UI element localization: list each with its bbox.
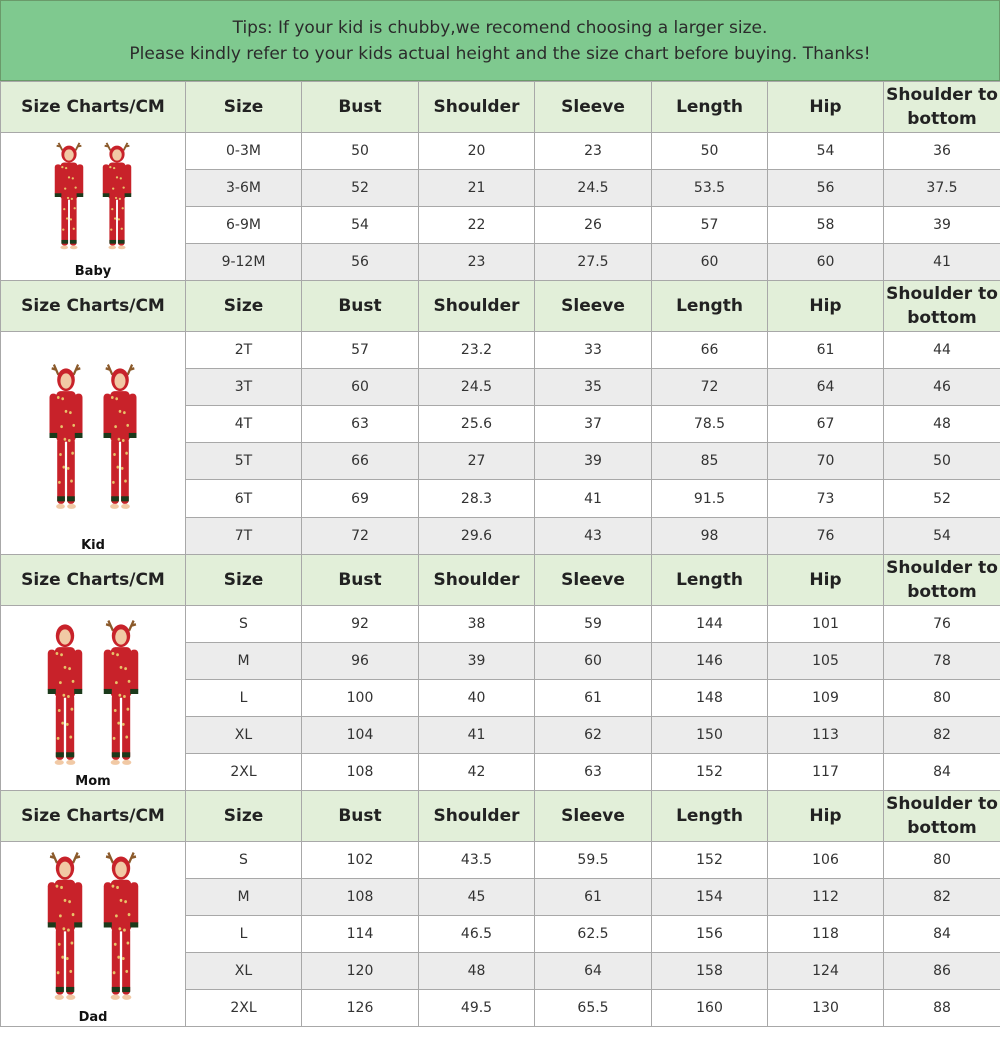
header-cell: Size xyxy=(186,791,302,842)
table-cell: 25.6 xyxy=(419,406,535,443)
table-cell: 43.5 xyxy=(419,842,535,879)
table-cell: 39 xyxy=(419,643,535,680)
table-cell: 53.5 xyxy=(652,170,768,207)
table-cell: 39 xyxy=(884,207,1000,244)
table-cell: 61 xyxy=(768,332,884,369)
table-cell: 84 xyxy=(884,916,1000,953)
table-cell: 69 xyxy=(302,480,419,518)
table-cell: 72 xyxy=(302,518,419,555)
table-cell: 106 xyxy=(768,842,884,879)
table-cell: 44 xyxy=(884,332,1000,369)
table-cell: 65.5 xyxy=(535,990,652,1027)
table-cell: 117 xyxy=(768,754,884,791)
table-cell: 104 xyxy=(302,717,419,754)
table-cell: 105 xyxy=(768,643,884,680)
tips-line-2: Please kindly refer to your kids actual height and the size chart before buying. Thanks! xyxy=(129,43,871,64)
table-cell: 20 xyxy=(419,133,535,170)
table-cell: 70 xyxy=(768,443,884,480)
header-cell: Size Charts/CM xyxy=(1,82,186,133)
product-image-dad xyxy=(1,842,186,1027)
table-cell: 48 xyxy=(884,406,1000,443)
header-cell: Bust xyxy=(302,791,419,842)
table-cell: 54 xyxy=(768,133,884,170)
table-cell: 60 xyxy=(535,643,652,680)
header-cell: Bust xyxy=(302,281,419,332)
table-cell: 85 xyxy=(652,443,768,480)
table-cell: 35 xyxy=(535,369,652,406)
table-cell: 76 xyxy=(884,606,1000,643)
table-cell: 2T xyxy=(186,332,302,369)
header-cell: Length xyxy=(652,555,768,606)
table-cell: 54 xyxy=(884,518,1000,555)
header-cell: Shoulder xyxy=(419,281,535,332)
table-cell: 100 xyxy=(302,680,419,717)
table-cell: 64 xyxy=(535,953,652,990)
table-cell: 126 xyxy=(302,990,419,1027)
table-cell: L xyxy=(186,916,302,953)
table-cell: 33 xyxy=(535,332,652,369)
section-label: Dad xyxy=(78,1010,108,1025)
table-cell: 160 xyxy=(652,990,768,1027)
product-image-baby xyxy=(1,133,186,281)
header-cell: Shoulder to bottom xyxy=(884,791,1000,842)
table-cell: 23 xyxy=(535,133,652,170)
table-cell: 60 xyxy=(768,244,884,281)
pajama-figure-icon xyxy=(98,362,142,514)
header-cell: Sleeve xyxy=(535,82,652,133)
table-cell: 113 xyxy=(768,717,884,754)
table-cell: 54 xyxy=(302,207,419,244)
header-cell: Shoulder to bottom xyxy=(884,82,1000,133)
table-cell: 91.5 xyxy=(652,480,768,518)
table-cell: 59 xyxy=(535,606,652,643)
header-cell: Length xyxy=(652,281,768,332)
header-row xyxy=(1,281,1000,332)
header-cell: Shoulder to bottom xyxy=(884,555,1000,606)
table-cell: 146 xyxy=(652,643,768,680)
header-cell: Length xyxy=(652,82,768,133)
table-cell: 42 xyxy=(419,754,535,791)
table-cell: 59.5 xyxy=(535,842,652,879)
table-cell: 73 xyxy=(768,480,884,518)
header-cell: Size Charts/CM xyxy=(1,555,186,606)
table-cell: 39 xyxy=(535,443,652,480)
header-cell: Size Charts/CM xyxy=(1,791,186,842)
table-cell: 23.2 xyxy=(419,332,535,369)
table-cell: 0-3M xyxy=(186,133,302,170)
header-cell: Hip xyxy=(768,82,884,133)
header-cell: Sleeve xyxy=(535,555,652,606)
table-cell: 41 xyxy=(419,717,535,754)
table-cell: 109 xyxy=(768,680,884,717)
header-cell: Hip xyxy=(768,281,884,332)
table-cell: 45 xyxy=(419,879,535,916)
header-cell: Size xyxy=(186,555,302,606)
table-cell: 112 xyxy=(768,879,884,916)
table-cell: 3T xyxy=(186,369,302,406)
table-cell: 62 xyxy=(535,717,652,754)
table-cell: 2XL xyxy=(186,754,302,791)
product-image-kid xyxy=(1,332,186,555)
header-cell: Shoulder to bottom xyxy=(884,281,1000,332)
table-cell: 5T xyxy=(186,443,302,480)
table-cell: 43 xyxy=(535,518,652,555)
table-cell: 38 xyxy=(419,606,535,643)
header-cell: Hip xyxy=(768,791,884,842)
table-cell: 63 xyxy=(535,754,652,791)
table-cell: 66 xyxy=(302,443,419,480)
table-cell: 9-12M xyxy=(186,244,302,281)
header-cell: Size xyxy=(186,82,302,133)
table-cell: 41 xyxy=(535,480,652,518)
table-cell: 114 xyxy=(302,916,419,953)
table-cell: 6T xyxy=(186,480,302,518)
pajama-figure-icon xyxy=(98,141,136,253)
table-row xyxy=(1,332,1000,369)
table-cell: 6-9M xyxy=(186,207,302,244)
header-cell: Length xyxy=(652,791,768,842)
table-cell: 130 xyxy=(768,990,884,1027)
table-cell: 88 xyxy=(884,990,1000,1027)
table-cell: 152 xyxy=(652,754,768,791)
table-cell: 101 xyxy=(768,606,884,643)
header-cell: Bust xyxy=(302,555,419,606)
table-cell: 67 xyxy=(768,406,884,443)
table-cell: 21 xyxy=(419,170,535,207)
table-cell: 29.6 xyxy=(419,518,535,555)
table-cell: 150 xyxy=(652,717,768,754)
table-cell: XL xyxy=(186,953,302,990)
table-cell: 102 xyxy=(302,842,419,879)
table-cell: 49.5 xyxy=(419,990,535,1027)
table-cell: 23 xyxy=(419,244,535,281)
table-cell: 24.5 xyxy=(535,170,652,207)
table-cell: 64 xyxy=(768,369,884,406)
header-cell: Size Charts/CM xyxy=(1,281,186,332)
table-cell: 57 xyxy=(652,207,768,244)
header-cell: Shoulder xyxy=(419,82,535,133)
header-row xyxy=(1,555,1000,606)
table-cell: 37.5 xyxy=(884,170,1000,207)
table-cell: 84 xyxy=(884,754,1000,791)
table-cell: 40 xyxy=(419,680,535,717)
header-cell: Bust xyxy=(302,82,419,133)
pajama-figure-icon xyxy=(42,618,88,770)
table-cell: 62.5 xyxy=(535,916,652,953)
header-row xyxy=(1,82,1000,133)
header-row xyxy=(1,791,1000,842)
table-cell: XL xyxy=(186,717,302,754)
table-cell: 82 xyxy=(884,717,1000,754)
section-label: Baby xyxy=(74,264,112,279)
table-cell: 22 xyxy=(419,207,535,244)
table-cell: 46.5 xyxy=(419,916,535,953)
table-cell: 56 xyxy=(302,244,419,281)
table-cell: 158 xyxy=(652,953,768,990)
table-cell: 58 xyxy=(768,207,884,244)
table-cell: 80 xyxy=(884,842,1000,879)
table-cell: 61 xyxy=(535,879,652,916)
table-cell: 4T xyxy=(186,406,302,443)
tips-banner xyxy=(0,0,1000,81)
table-row xyxy=(1,842,1000,879)
header-cell: Sleeve xyxy=(535,791,652,842)
table-cell: 148 xyxy=(652,680,768,717)
pajama-figure-icon xyxy=(98,850,144,1005)
table-cell: 56 xyxy=(768,170,884,207)
table-cell: M xyxy=(186,879,302,916)
table-cell: 60 xyxy=(302,369,419,406)
pajama-figure-icon xyxy=(50,141,88,253)
table-cell: 27 xyxy=(419,443,535,480)
table-cell: 120 xyxy=(302,953,419,990)
table-cell: 66 xyxy=(652,332,768,369)
table-cell: 63 xyxy=(302,406,419,443)
table-cell: 156 xyxy=(652,916,768,953)
table-cell: 36 xyxy=(884,133,1000,170)
table-cell: M xyxy=(186,643,302,680)
table-cell: 98 xyxy=(652,518,768,555)
table-cell: 37 xyxy=(535,406,652,443)
table-cell: 124 xyxy=(768,953,884,990)
table-cell: 80 xyxy=(884,680,1000,717)
table-cell: 50 xyxy=(652,133,768,170)
header-cell: Shoulder xyxy=(419,791,535,842)
table-cell: 2XL xyxy=(186,990,302,1027)
table-cell: 152 xyxy=(652,842,768,879)
table-cell: 108 xyxy=(302,754,419,791)
table-cell: 72 xyxy=(652,369,768,406)
table-cell: 28.3 xyxy=(419,480,535,518)
size-chart-table xyxy=(0,81,1000,1027)
table-cell: 52 xyxy=(302,170,419,207)
tips-line-1: Tips: If your kid is chubby,we recomend choosing a larger size. xyxy=(232,17,768,38)
table-cell: 50 xyxy=(302,133,419,170)
header-cell: Sleeve xyxy=(535,281,652,332)
table-cell: 27.5 xyxy=(535,244,652,281)
table-cell: 78.5 xyxy=(652,406,768,443)
section-label: Mom xyxy=(75,774,111,789)
pajama-figure-icon xyxy=(42,850,88,1005)
table-cell: L xyxy=(186,680,302,717)
product-image-mom xyxy=(1,606,186,791)
header-cell: Hip xyxy=(768,555,884,606)
pajama-figure-icon xyxy=(98,618,144,770)
table-cell: 46 xyxy=(884,369,1000,406)
table-cell: 7T xyxy=(186,518,302,555)
table-cell: S xyxy=(186,606,302,643)
table-cell: S xyxy=(186,842,302,879)
header-cell: Shoulder xyxy=(419,555,535,606)
header-cell: Size xyxy=(186,281,302,332)
table-row xyxy=(1,133,1000,170)
table-cell: 82 xyxy=(884,879,1000,916)
table-cell: 76 xyxy=(768,518,884,555)
section-label: Kid xyxy=(81,538,105,553)
table-cell: 57 xyxy=(302,332,419,369)
table-cell: 144 xyxy=(652,606,768,643)
table-cell: 78 xyxy=(884,643,1000,680)
table-cell: 50 xyxy=(884,443,1000,480)
table-cell: 96 xyxy=(302,643,419,680)
table-cell: 61 xyxy=(535,680,652,717)
table-cell: 92 xyxy=(302,606,419,643)
table-cell: 3-6M xyxy=(186,170,302,207)
table-cell: 108 xyxy=(302,879,419,916)
table-cell: 48 xyxy=(419,953,535,990)
table-cell: 154 xyxy=(652,879,768,916)
table-row xyxy=(1,606,1000,643)
table-cell: 118 xyxy=(768,916,884,953)
pajama-figure-icon xyxy=(44,362,88,514)
table-cell: 60 xyxy=(652,244,768,281)
table-cell: 26 xyxy=(535,207,652,244)
table-cell: 41 xyxy=(884,244,1000,281)
table-cell: 52 xyxy=(884,480,1000,518)
table-cell: 86 xyxy=(884,953,1000,990)
table-cell: 24.5 xyxy=(419,369,535,406)
